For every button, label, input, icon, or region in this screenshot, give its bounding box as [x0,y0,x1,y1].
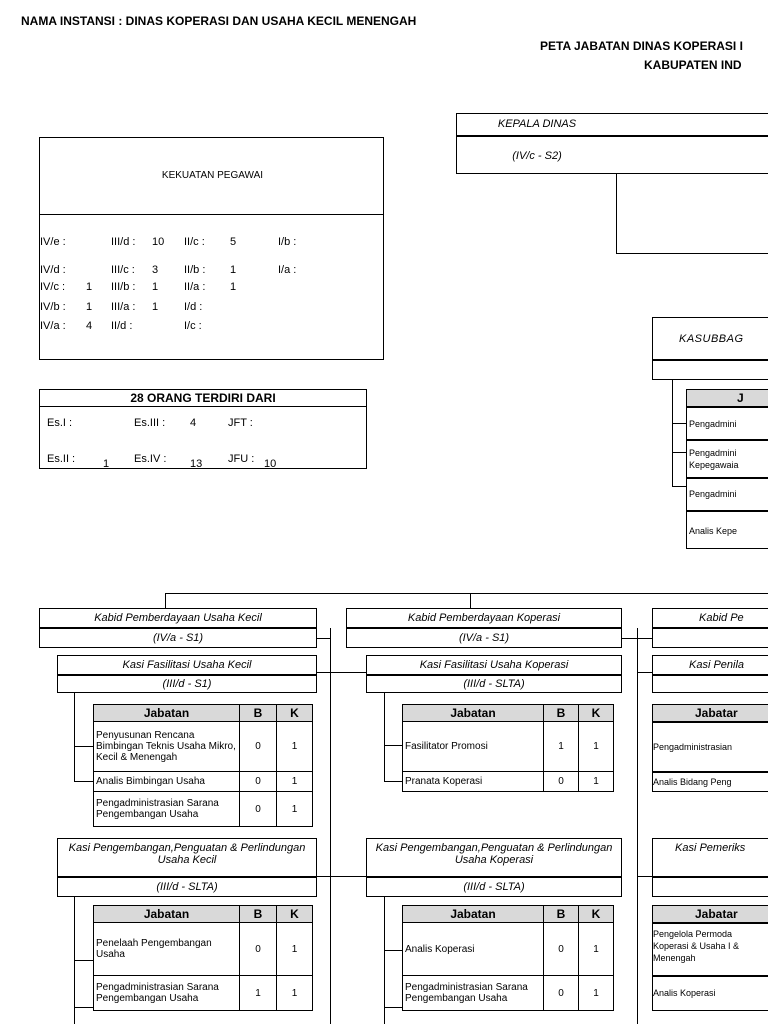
col-k: K [579,705,614,722]
es4-value: 13 [190,458,203,470]
kekuatan-cell: IV/c : [40,281,66,293]
connector [74,960,93,961]
kekuatan-cell: I/d : [184,301,203,313]
b-cell: 0 [240,722,277,772]
kasubbag-item-label: Pengadmini [689,489,737,499]
kekuatan-cell: 1 [86,301,93,313]
b-cell: 1 [240,976,277,1011]
connector [384,1007,402,1008]
k-cell: 1 [277,792,313,827]
k-cell: 1 [277,923,313,976]
kekuatan-cell: 1 [230,264,237,276]
kasubbag-item-label: Pengadmini Kepegawaia [689,448,739,470]
jabatan-cell: Analis Bimbingan Usaha [94,772,240,792]
b3-kasi2-title: Kasi Pemeriks [675,842,746,854]
b3-kasi2-title-box [652,838,768,877]
kekuatan-cell: 1 [152,281,159,293]
b3-kasi1-jab-header [652,704,768,722]
kepala-dinas-grade-box [456,136,768,174]
col-k: K [277,906,313,923]
jabatan-cell: Penyusunan Rencana Bimbingan Teknis Usaha Mikro, Kecil & Menengah [94,722,240,772]
bidang2-title-box [346,608,622,628]
b3-kasi1-row-label: Pengadministrasian [653,742,733,752]
kekuatan-cell: 10 [152,236,165,248]
connector [637,876,652,877]
connector [384,781,402,782]
kasubbag-item [686,511,768,549]
jabatan-cell: Fasilitator Promosi [403,722,544,772]
kepala-dinas-title-box [456,113,768,136]
b1-kasi2-grade: (III/d - SLTA) [156,881,218,893]
connector [74,781,93,782]
b3-kasi1-row [652,722,768,772]
kasubbag-title-box [652,317,768,360]
connector [622,638,652,639]
b1-kasi1-title: Kasi Fasilitasi Usaha Kecil [122,659,252,671]
b3-kasi2-row [652,923,768,976]
k-cell: 1 [579,772,614,792]
terdiri-title: 28 ORANG TERDIRI DARI [130,391,276,405]
connector [384,950,402,951]
kasubbag-jab-header [686,389,768,407]
b2-kasi2-title-line2: Usaha Koperasi [454,854,534,866]
jabatan-cell: Analis Koperasi [403,923,544,976]
k-cell: 1 [579,976,614,1011]
kekuatan-pegawai-title: KEKUATAN PEGAWAI [161,170,264,181]
b1-kasi1-title-box [57,655,317,675]
bidang3-title-box [652,608,768,628]
connector [165,593,768,594]
kekuatan-cell: IV/b : [40,301,66,313]
kasubbag-item [686,478,768,511]
connector [672,380,673,486]
b1-kasi2-title-line1: Kasi Pengembangan,Penguatan & Perlindungan [68,842,306,854]
peta-title-line2: KABUPATEN IND [644,58,742,72]
kekuatan-cell: II/c : [184,236,205,248]
b2-kasi2-table [402,905,614,1011]
connector [317,672,330,673]
kekuatan-cell: III/d : [111,236,136,248]
kekuatan-cell: 3 [152,264,159,276]
kekuatan-cell: IV/a : [40,320,66,332]
b2-kasi2-grade: (III/d - SLTA) [463,881,525,893]
b2-kasi1-grade: (III/d - SLTA) [463,678,525,690]
b3-kasi1-jab-header-label: Jabatar [695,706,738,720]
kekuatan-cell: IV/e : [40,236,66,248]
kekuatan-cell: 1 [86,281,93,293]
b2-kasi2-title-line1: Kasi Pengembangan,Penguatan & Perlindungan [375,842,613,854]
b3-kasi1-title: Kasi Penila [689,659,745,671]
connector [74,693,75,781]
bidang2-title: Kabid Pemberdayaan Koperasi [407,612,561,624]
b3-kasi1-row-label: Analis Bidang Peng [653,777,732,787]
terdiri-box [39,389,367,469]
connector [330,876,366,877]
col-jabatan: Jabatan [403,705,544,722]
connector [616,174,617,253]
kasubbag-title: KASUBBAG [679,333,744,345]
kekuatan-cell: II/d : [111,320,133,332]
b3-kasi2-row-label: Pengelola Permoda Koperasi & Usaha I & Menengah [653,929,740,963]
b3-kasi2-row-label: Analis Koperasi [653,988,716,998]
bidang2-grade-box [346,628,622,648]
k-cell: 1 [579,722,614,772]
es2-label: Es.II : [47,453,76,465]
b2-kasi1-title: Kasi Fasilitasi Usaha Koperasi [419,659,569,671]
kekuatan-cell: 1 [152,301,159,313]
b2-kasi2-title-box [366,838,622,877]
kasubbag-item-label: Pengadmini [689,419,737,429]
kasubbag-item [686,407,768,440]
kasubbag-item [686,440,768,478]
kepala-dinas-title: KEPALA DINAS [497,118,577,130]
es1-label: Es.I : [47,417,73,429]
col-b: B [240,705,277,722]
bidang1-grade-box [39,628,317,648]
jabatan-cell: Pranata Koperasi [403,772,544,792]
kekuatan-cell: I/b : [278,236,297,248]
connector [637,672,652,673]
b-cell: 0 [544,923,579,976]
col-k: K [277,705,313,722]
connector [384,745,402,746]
jfu-value: 10 [264,458,277,470]
b2-kasi1-table [402,704,614,792]
b2-kasi2-grade-box [366,877,622,897]
kasubbag-item-label: Analis Kepe [689,526,738,536]
k-cell: 1 [277,722,313,772]
instansi-title: NAMA INSTANSI : DINAS KOPERASI DAN USAHA KECIL MENENGAH [21,14,417,28]
connector [317,638,330,639]
b1-kasi2-title-box [57,838,317,877]
connector [74,746,93,747]
b3-kasi1-row [652,772,768,792]
b-cell: 0 [240,792,277,827]
kekuatan-cell: II/a : [184,281,206,293]
b1-kasi1-grade: (III/d - S1) [162,678,212,690]
divider [40,406,366,407]
col-jabatan: Jabatan [94,705,240,722]
col-b: B [544,906,579,923]
kasubbag-grade-box [652,360,768,380]
jabatan-cell: Pengadministrasian Sarana Pengembangan Usaha [94,976,240,1011]
connector [165,593,166,608]
connector [384,693,385,781]
jabatan-cell: Pengadministrasian Sarana Pengembangan Usaha [403,976,544,1011]
kekuatan-cell: IV/d : [40,264,66,276]
bidang3-title: Kabid Pe [699,612,744,624]
connector [470,593,471,608]
kekuatan-cell: II/b : [184,264,206,276]
kekuatan-cell: III/c : [111,264,135,276]
k-cell: 1 [277,976,313,1011]
b3-kasi2-jab-header-label: Jabatar [695,907,738,921]
kekuatan-cell: III/b : [111,281,136,293]
es2-value: 1 [103,458,110,470]
connector [616,253,768,254]
jabatan-cell: Penelaah Pengembangan Usaha [94,923,240,976]
connector [330,672,366,673]
bidang1-title: Kabid Pemberdayaan Usaha Kecil [94,612,262,624]
col-k: K [579,906,614,923]
b1-kasi1-grade-box [57,675,317,693]
b-cell: 1 [544,722,579,772]
divider [40,214,383,215]
b-cell: 0 [544,772,579,792]
peta-title-line1: PETA JABATAN DINAS KOPERASI I [540,39,743,53]
kekuatan-cell: 1 [230,281,237,293]
jabatan-cell: Pengadministrasian Sarana Pengembangan Usaha [94,792,240,827]
b3-kasi1-title-box [652,655,768,675]
b3-kasi2-row [652,976,768,1011]
connector [317,876,330,877]
col-jabatan: Jabatan [94,906,240,923]
connector [637,628,638,1024]
kekuatan-cell: 5 [230,236,237,248]
bidang1-grade: (IV/a - S1) [152,632,204,644]
jfu-label: JFU : [228,453,255,465]
b1-kasi2-grade-box [57,877,317,897]
col-b: B [240,906,277,923]
b1-kasi2-title-line2: Usaha Kecil [157,854,217,866]
kekuatan-cell: I/c : [184,320,202,332]
es3-value: 4 [190,417,197,429]
kekuatan-cell: I/a : [278,264,297,276]
b1-kasi2-table [93,905,313,1011]
b3-kasi1-grade-box [652,675,768,693]
connector [672,423,686,424]
b-cell: 0 [544,976,579,1011]
connector [330,628,331,1024]
kekuatan-cell: 4 [86,320,93,332]
b-cell: 0 [240,772,277,792]
bidang1-title-box [39,608,317,628]
kepala-dinas-grade: (IV/c - S2) [512,150,562,162]
bidang3-grade-box [652,628,768,648]
bidang2-grade: (IV/a - S1) [458,632,510,644]
es4-label: Es.IV : [134,453,167,465]
connector [384,897,385,1024]
jft-label: JFT : [228,417,253,429]
kasubbag-jab-header-label: J [737,391,744,405]
col-b: B [544,705,579,722]
b2-kasi1-grade-box [366,675,622,693]
col-jabatan: Jabatan [403,906,544,923]
b2-kasi1-title-box [366,655,622,675]
b-cell: 0 [240,923,277,976]
b3-kasi2-jab-header [652,905,768,923]
b3-kasi2-grade-box [652,877,768,897]
kekuatan-cell: III/a : [111,301,136,313]
connector [672,452,686,453]
connector [672,486,686,487]
b1-kasi1-table [93,704,313,827]
k-cell: 1 [579,923,614,976]
k-cell: 1 [277,772,313,792]
connector [74,1007,93,1008]
es3-label: Es.III : [134,417,166,429]
